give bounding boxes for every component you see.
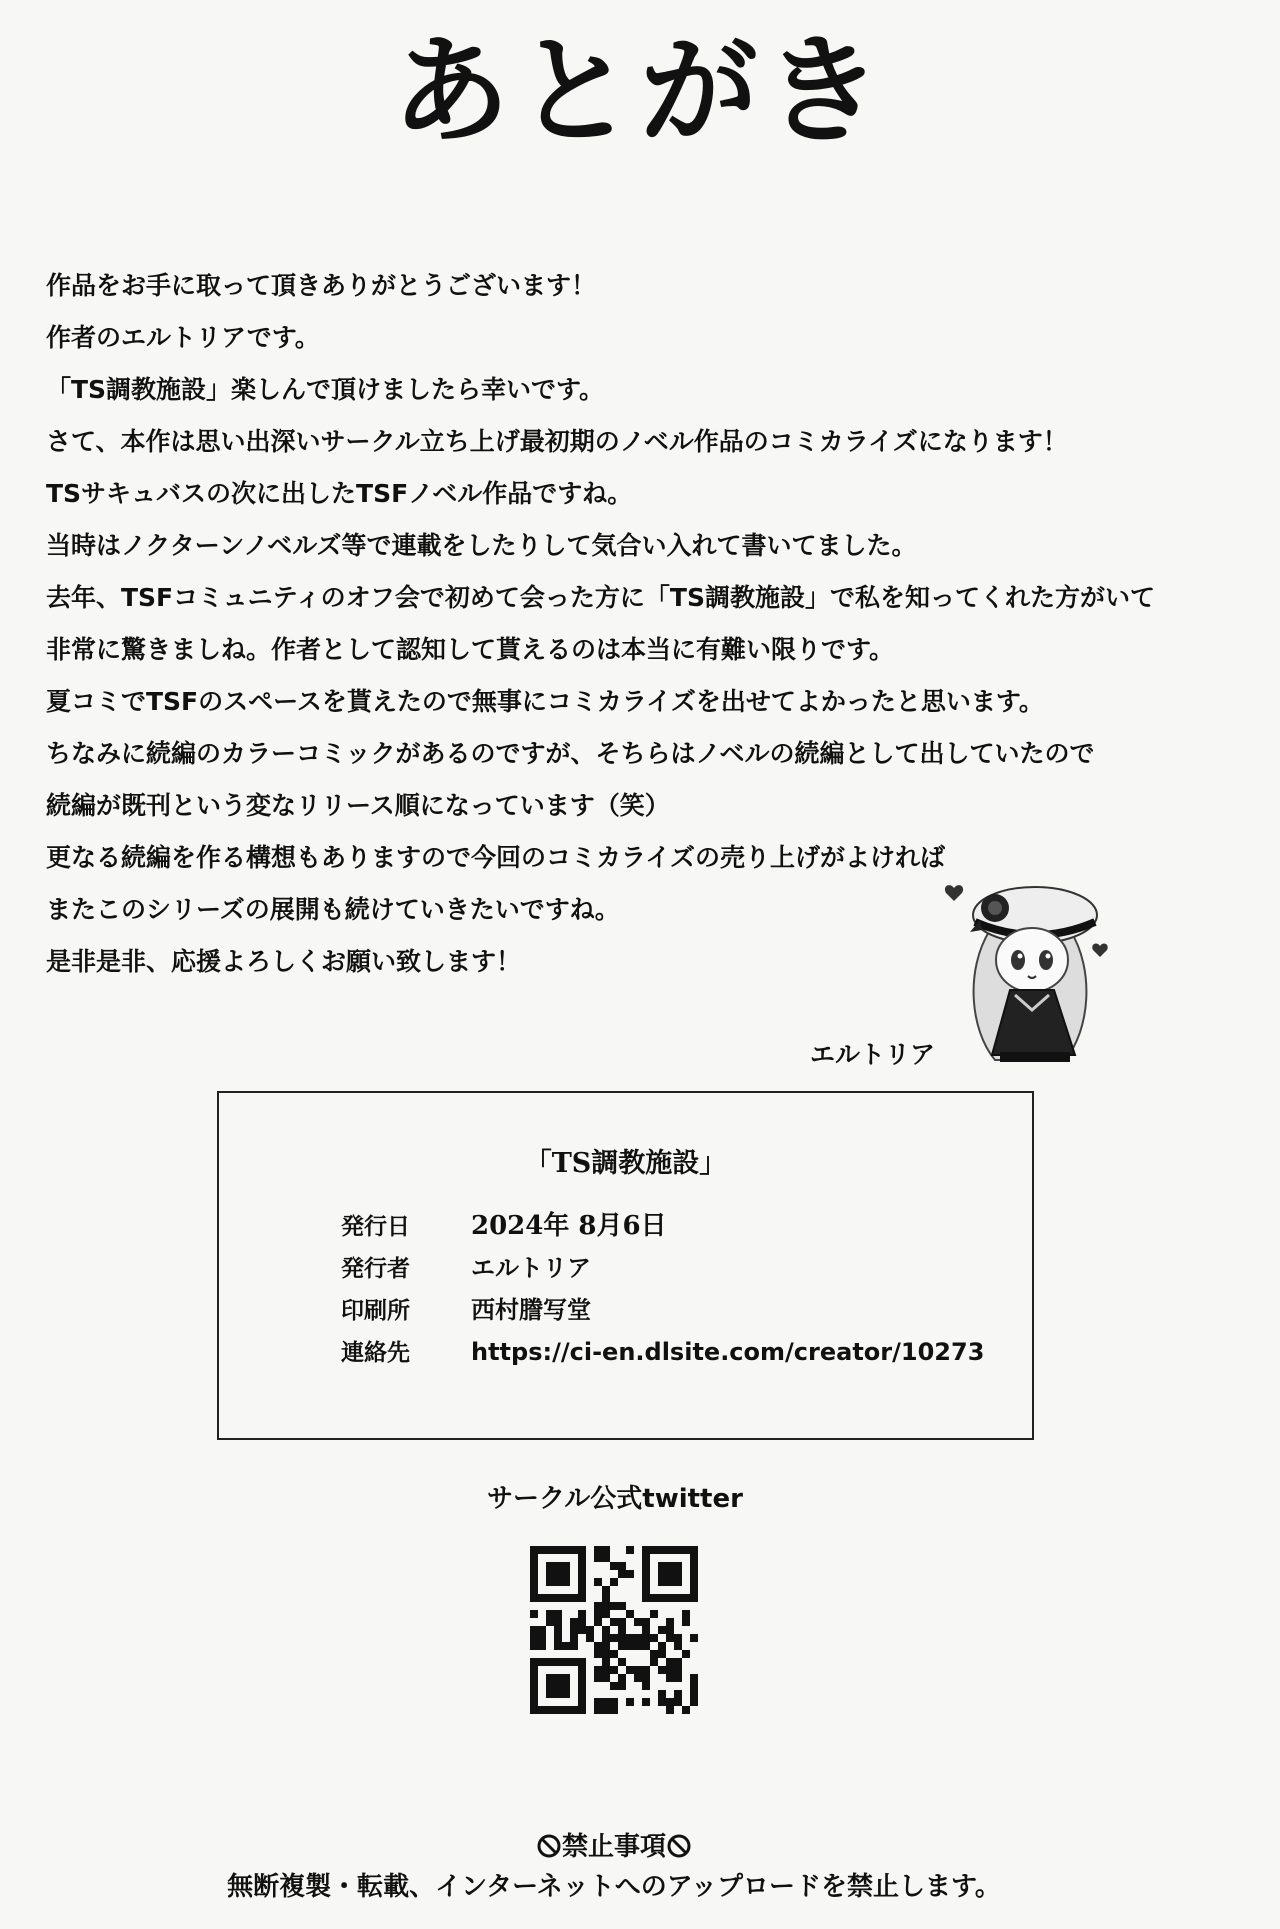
body-line: TSサキュバスの次に出したTSFノベル作品ですね。 [46, 479, 633, 508]
body-line: 更なる続編を作る構想もありますので今回のコミカライズの売り上げがよければ [46, 843, 946, 872]
body-line: 夏コミでTSFのスペースを貰えたので無事にコミカライズを出せてよかったと思います。 [46, 687, 1044, 716]
body-line: 去年、TSFコミュニティのオフ会で初めて会った方に「TS調教施設」で私を知ってくれた方がいて [46, 583, 1155, 612]
body-line: 是非是非、応援よろしくお願い致します！ [46, 947, 522, 976]
chibi-character-illustration [940, 860, 1120, 1075]
body-line: 続編が既刊という変なリリース順になっています（笑） [46, 791, 670, 820]
body-line: ちなみに続編のカラーコミックがあるのですが、そちらはノベルの続編として出していたので [46, 739, 1095, 768]
colophon-row-contact [341, 1331, 984, 1373]
body-line: 「TS調教施設」楽しんで頂けましたら幸いです。 [46, 375, 605, 404]
body-line: 作品をお手に取って頂きありがとうございます！ [46, 271, 597, 300]
body-line: 作者のエルトリアです。 [46, 323, 320, 352]
body-line: 非常に驚きましね。作者として認知して貰えるのは本当に有難い限りです。 [46, 635, 895, 664]
colophon-row-printer [341, 1289, 984, 1331]
colophon-box [217, 1091, 1034, 1440]
colophon-label: 発行日 [341, 1214, 410, 1240]
colophon-label: 連絡先 [341, 1340, 410, 1366]
author-signature: エルトリア [810, 1040, 936, 1069]
contact-url[interactable]: https://ci-en.dlsite.com/creator/10273 [471, 1338, 985, 1366]
prohibited-icon [666, 1833, 692, 1866]
prohibition-text: 無断複製・転載、インターネットへのアップロードを禁止します。 [227, 1872, 1001, 1902]
colophon-title: 「TS調教施設」 [524, 1148, 727, 1179]
body-line: またこのシリーズの展開も続けていきたいですね。 [46, 895, 620, 924]
colophon-row-publisher [341, 1247, 984, 1289]
colophon-row-date [341, 1205, 984, 1247]
colophon-value: 西村謄写堂 [471, 1296, 591, 1324]
colophon-value: エルトリア [471, 1254, 591, 1282]
prohibition-title: 禁止事項 [561, 1832, 666, 1862]
twitter-label: サークル公式twitter [487, 1484, 743, 1514]
colophon-value: 2024年 8月6日 [471, 1211, 667, 1241]
page-title: あとがき [391, 21, 888, 160]
body-line: 当時はノクターンノベルズ等で連載をしたりして気合い入れて書いてました。 [46, 531, 917, 560]
colophon-label: 印刷所 [341, 1298, 410, 1324]
prohibited-icon [536, 1833, 562, 1866]
qr-code-icon[interactable] [530, 1546, 698, 1714]
body-line: さて、本作は思い出深いサークル立ち上げ最初期のノベル作品のコミカライズになります！ [46, 427, 1068, 456]
colophon-label: 発行者 [341, 1256, 410, 1282]
prohibition-heading [0, 1826, 1228, 1866]
